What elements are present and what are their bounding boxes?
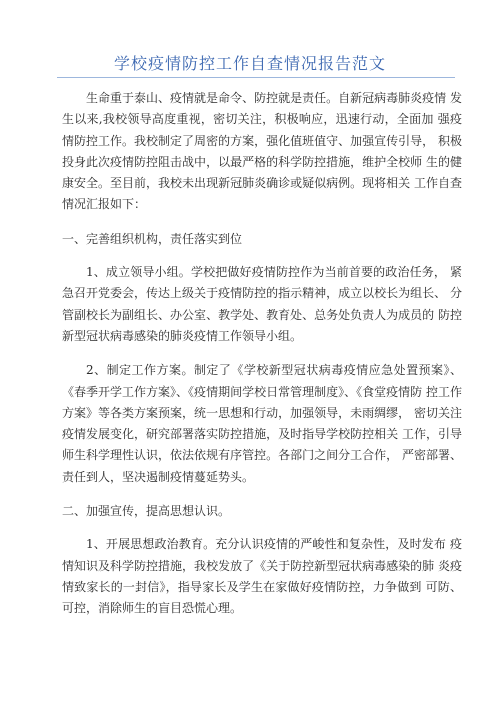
section-2-heading: 二、加强宣传，提高思想认识。	[62, 504, 231, 519]
intro-paragraph: 生命重于泰山、疫情就是命令、防控就是责任。自新冠病毒肺炎疫情 发生以来,我校领导高度重视，密切关注，积极响应，迅速行动，全面加 强疫情防控工作。我校制定了周密的方案，强化值班值守、加强宣传引导， 积极投身此次疫情防控阻击战中，以最严格的科学防控措施，维护全校师 生的健康安全。至目前，我校未出现新冠肺炎确诊或疑似病例。现将相关 工作自查情况汇报如下：	[62, 91, 462, 212]
document-body	[62, 88, 462, 633]
section-2-item-1: 1、开展思想政治教育。充分认识疫情的严峻性和复杂性，及时发布 疫情知识及科学防控措施，我校发放了《关于防控新型冠状病毒感染的肺 炎疫情致家长的一封信》，指导家长及学生在家做好疫情防控，力争做到 可防、可控，消除师生的盲目恐慌心理。	[62, 537, 462, 616]
section-1-item-2: 2、制定工作方案。制定了《学校新型冠状病毒疫情应急处置预案》、《春季开学工作方案》、《疫情期间学校日常管理制度》、《食堂疫情防 控工作方案》等各类方案预案，统一思想和行动，加强领导，未雨绸缪， 密切关注疫情发展变化，研究部署落实防控措施，及时指导学校防控相关 工作，引导师生科学理性认识，依法依规有序管控。各部门之间分工合作， 严密部署、责任到人，坚决遏制疫情蔓延势头。	[62, 363, 462, 484]
section-1-heading: 一、完善组织机构，责任落实到位	[62, 231, 243, 246]
section-1-item-1: 1、成立领导小组。学校把做好疫情防控作为当前首要的政治任务， 紧急召开党委会，传达上级关于疫情防控的指示精神，成立以校长为组长、 分管副校长为副组长、办公室、教学处、教育处、总务处负责人为成员的 防控新型冠状病毒感染的肺炎疫情工作领导小组。	[62, 265, 462, 343]
document-title: 学校疫情防控工作自查情况报告范文	[113, 54, 386, 73]
title-divider	[57, 77, 455, 78]
